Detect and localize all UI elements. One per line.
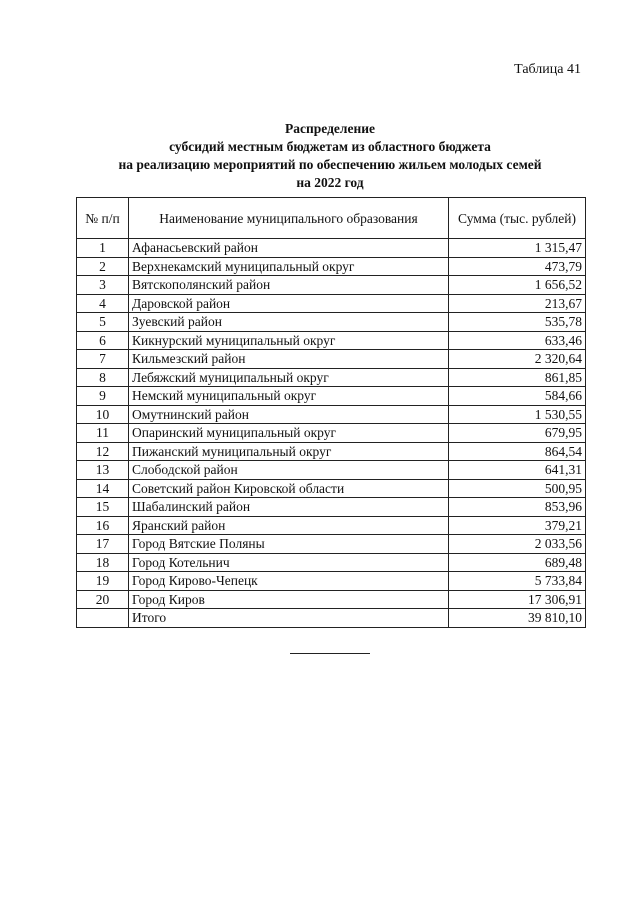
row-sum: 379,21 (449, 516, 586, 535)
table-row (77, 350, 586, 369)
row-name: Омутнинский район (129, 405, 449, 424)
row-name: Верхнекамский муниципальный округ (129, 257, 449, 276)
row-num: 5 (77, 313, 129, 332)
table-row (77, 498, 586, 517)
row-num: 19 (77, 572, 129, 591)
row-sum: 861,85 (449, 368, 586, 387)
table-row (77, 424, 586, 443)
row-sum: 535,78 (449, 313, 586, 332)
row-sum: 1 530,55 (449, 405, 586, 424)
table-row (77, 405, 586, 424)
row-num: 20 (77, 590, 129, 609)
row-name: Слободской район (129, 461, 449, 480)
row-sum: 39 810,10 (449, 609, 586, 628)
total-row (77, 609, 586, 628)
separator-line (290, 653, 370, 654)
row-num (77, 609, 129, 628)
row-sum: 1 656,52 (449, 276, 586, 295)
row-name: Город Киров (129, 590, 449, 609)
table-row (77, 572, 586, 591)
table-row (77, 331, 586, 350)
row-num: 4 (77, 294, 129, 313)
row-num: 6 (77, 331, 129, 350)
row-num: 15 (77, 498, 129, 517)
row-name: Шабалинский район (129, 498, 449, 517)
row-name: Немский муниципальный округ (129, 387, 449, 406)
row-name: Пижанский муниципальный округ (129, 442, 449, 461)
header-name: Наименование муниципального образования (129, 198, 449, 239)
table-row (77, 239, 586, 258)
row-sum: 17 306,91 (449, 590, 586, 609)
table-header-row (77, 198, 586, 239)
table-row (77, 368, 586, 387)
row-num: 14 (77, 479, 129, 498)
row-num: 16 (77, 516, 129, 535)
row-sum: 5 733,84 (449, 572, 586, 591)
row-sum: 853,96 (449, 498, 586, 517)
table-row (77, 590, 586, 609)
row-name: Зуевский район (129, 313, 449, 332)
title-line-3: на реализацию мероприятий по обеспечению жильем молодых семей (118, 157, 542, 172)
row-sum: 2 033,56 (449, 535, 586, 554)
document-title (60, 120, 600, 192)
row-name: Город Котельнич (129, 553, 449, 572)
row-name: Итого (129, 609, 449, 628)
row-num: 1 (77, 239, 129, 258)
row-name: Афанасьевский район (129, 239, 449, 258)
row-name: Советский район Кировской области (129, 479, 449, 498)
row-sum: 473,79 (449, 257, 586, 276)
table-row (77, 535, 586, 554)
table-row (77, 276, 586, 295)
row-name: Кильмезский район (129, 350, 449, 369)
row-name: Лебяжский муниципальный округ (129, 368, 449, 387)
row-sum: 864,54 (449, 442, 586, 461)
table-row (77, 294, 586, 313)
row-name: Город Вятские Поляны (129, 535, 449, 554)
row-name: Опаринский муниципальный округ (129, 424, 449, 443)
table-body (77, 239, 586, 628)
table-row (77, 479, 586, 498)
table-row (77, 461, 586, 480)
table-row (77, 442, 586, 461)
title-line-4: на 2022 год (296, 175, 364, 190)
row-num: 17 (77, 535, 129, 554)
row-num: 18 (77, 553, 129, 572)
row-name: Город Кирово-Чепецк (129, 572, 449, 591)
row-num: 9 (77, 387, 129, 406)
table-row (77, 257, 586, 276)
row-name: Вятскополянский район (129, 276, 449, 295)
table-row (77, 553, 586, 572)
row-sum: 641,31 (449, 461, 586, 480)
table-number: Таблица 41 (514, 62, 581, 77)
row-sum: 584,66 (449, 387, 586, 406)
title-line-1: Распределение (284, 121, 376, 136)
row-num: 8 (77, 368, 129, 387)
table-row (77, 516, 586, 535)
row-num: 11 (77, 424, 129, 443)
row-sum: 689,48 (449, 553, 586, 572)
row-sum: 2 320,64 (449, 350, 586, 369)
table-row (77, 313, 586, 332)
row-sum: 633,46 (449, 331, 586, 350)
row-sum: 1 315,47 (449, 239, 586, 258)
row-sum: 500,95 (449, 479, 586, 498)
row-name: Даровской район (129, 294, 449, 313)
header-num: № п/п (77, 198, 129, 239)
table-row (77, 387, 586, 406)
row-num: 3 (77, 276, 129, 295)
title-line-2: субсидий местным бюджетам из областного бюджета (169, 139, 491, 154)
row-num: 2 (77, 257, 129, 276)
row-num: 12 (77, 442, 129, 461)
row-num: 10 (77, 405, 129, 424)
row-num: 7 (77, 350, 129, 369)
row-name: Кикнурский муниципальный округ (129, 331, 449, 350)
header-sum: Сумма (тыс. рублей) (449, 198, 586, 239)
row-sum: 213,67 (449, 294, 586, 313)
row-name: Яранский район (129, 516, 449, 535)
distribution-table (76, 197, 586, 628)
row-num: 13 (77, 461, 129, 480)
row-sum: 679,95 (449, 424, 586, 443)
